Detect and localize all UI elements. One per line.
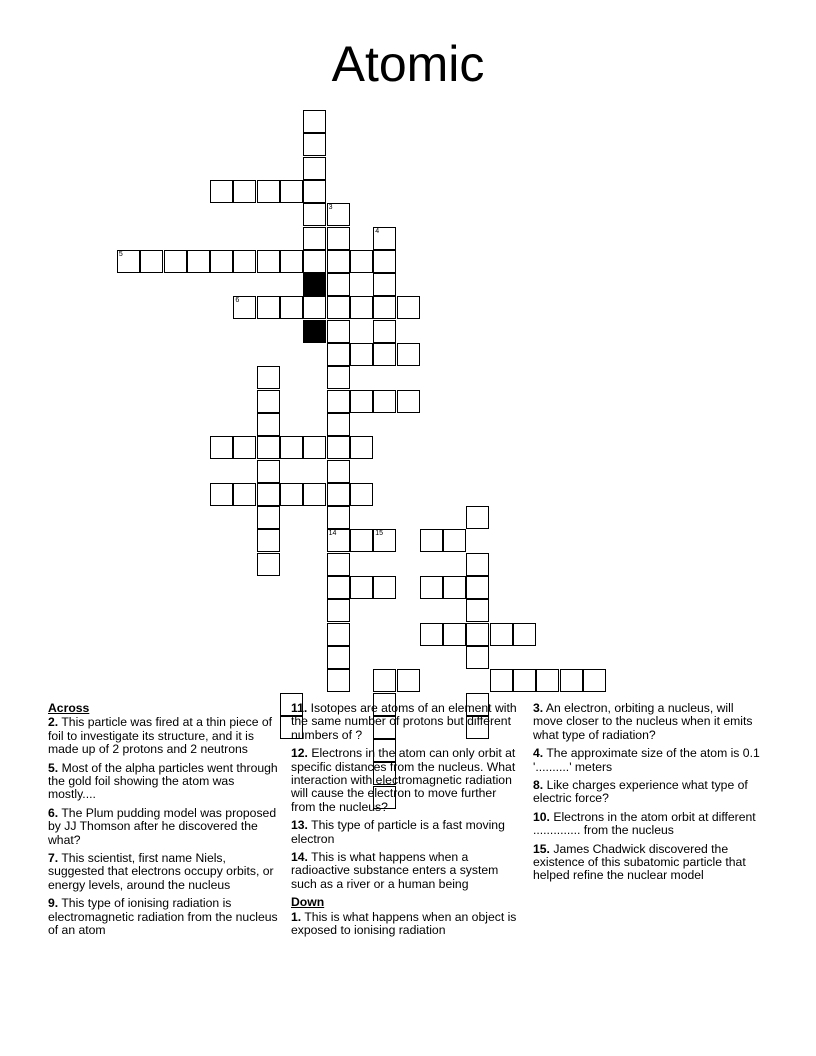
clue-text: The approximate size of the atom is 0.1 '..........' meters — [533, 746, 760, 774]
clue-text: Like charges experience what type of electric force? — [533, 778, 748, 806]
clue-number: 8. — [533, 778, 544, 793]
crossword-cell[interactable] — [466, 599, 489, 622]
crossword-cell[interactable] — [466, 506, 489, 529]
clue-number: 10. — [533, 809, 550, 824]
crossword-cell[interactable] — [327, 227, 350, 250]
crossword-cell[interactable] — [303, 227, 326, 250]
clue-item — [291, 702, 523, 742]
clue-number: 6. — [48, 805, 59, 820]
crossword-cell[interactable] — [257, 180, 280, 203]
puzzle-title: Atomic — [331, 36, 485, 92]
crossword-cell[interactable] — [303, 296, 326, 319]
crossword-cell[interactable] — [350, 483, 373, 506]
crossword-cell[interactable] — [350, 576, 373, 599]
crossword-cell[interactable] — [257, 483, 280, 506]
clue-item — [48, 807, 280, 847]
crossword-cell[interactable] — [373, 529, 396, 552]
crossword-cell[interactable] — [327, 483, 350, 506]
clue-number-label: 3 — [328, 204, 333, 212]
crossword-cell[interactable] — [327, 529, 350, 552]
crossword-cell[interactable] — [257, 506, 280, 529]
clue-number: 4. — [533, 746, 544, 761]
crossword-cell[interactable] — [280, 180, 303, 203]
crossword-cell[interactable] — [140, 250, 163, 273]
crossword-cell[interactable] — [466, 576, 489, 599]
clue-number: 5. — [48, 760, 59, 775]
clues-column-2 — [291, 702, 523, 943]
crossword-cell[interactable] — [257, 553, 280, 576]
crossword-cell[interactable] — [350, 296, 373, 319]
clue-text: This type of ionising radiation is electromagnetic radiation from the nucleus of an atom — [48, 896, 278, 938]
clue-text: This is what happens when an object is exposed to ionising radiation — [291, 909, 517, 938]
crossword-cell[interactable] — [350, 250, 373, 273]
clue-text: This scientist, first name Niels, suggested that electrons occupy orbits, or energy levels, around the nucleus — [48, 851, 274, 892]
crossword-cell[interactable] — [327, 506, 350, 529]
crossword-cell[interactable] — [327, 320, 350, 343]
clue-text: This particle was fired at a thin piece of foil to investigate its structure, and it is made up of 2 protons and 2 neutrons — [48, 715, 273, 757]
clue-number: 9. — [48, 896, 59, 911]
crossword-cell[interactable] — [327, 413, 350, 436]
crossword-cell[interactable] — [327, 599, 350, 622]
clue-number: 7. — [48, 851, 59, 866]
crossword-cell[interactable] — [443, 623, 466, 646]
clue-item — [533, 747, 765, 774]
crossword-black-cell — [303, 320, 326, 343]
clue-text: Most of the alpha particles went through the gold foil showing the atom was mostly.... — [48, 760, 278, 802]
crossword-cell[interactable] — [373, 250, 396, 273]
crossword-cell[interactable] — [373, 669, 396, 692]
crossword-cell[interactable] — [327, 669, 350, 692]
crossword-cell[interactable] — [397, 296, 420, 319]
clue-text: Electrons in the atom can only orbit at specific distances from the nucleus. What interaction with electromagnetic radiation will cause the electron to move further from the nucleus? — [291, 746, 516, 814]
clue-number-label: 5 — [118, 250, 123, 258]
crossword-cell[interactable] — [327, 366, 350, 389]
clue-item — [533, 843, 765, 883]
down-clue-list-continued — [533, 702, 765, 883]
crossword-cell[interactable] — [303, 110, 326, 133]
crossword-cell[interactable] — [210, 483, 233, 506]
crossword-cell[interactable] — [327, 203, 350, 226]
crossword-cell[interactable] — [513, 669, 536, 692]
clue-number: 11. — [291, 701, 308, 715]
crossword-cell[interactable] — [257, 413, 280, 436]
clue-text: This type of particle is a fast moving electron — [291, 818, 505, 846]
crossword-cell[interactable] — [303, 133, 326, 156]
clue-text: This is what happens when a radioactive substance enters a system such as a river or a human being — [291, 850, 499, 891]
crossword-black-cell — [303, 273, 326, 296]
clue-number: 13. — [291, 818, 308, 833]
clue-number: 1. — [291, 909, 302, 924]
clue-number-label: 6 — [235, 297, 240, 305]
clue-number: 15. — [533, 841, 550, 856]
crossword-cell[interactable] — [373, 576, 396, 599]
clue-number-label: 15 — [375, 530, 383, 538]
crossword-cell[interactable] — [373, 273, 396, 296]
crossword-cell[interactable] — [280, 296, 303, 319]
clue-item — [48, 716, 280, 756]
crossword-cell[interactable] — [303, 483, 326, 506]
clue-number-label: 4 — [375, 227, 380, 235]
crossword-cell[interactable] — [327, 460, 350, 483]
crossword-cell[interactable] — [303, 250, 326, 273]
crossword-cell[interactable] — [210, 436, 233, 459]
crossword-cell[interactable] — [513, 623, 536, 646]
clue-number: 12. — [291, 746, 308, 761]
crossword-cell[interactable] — [303, 157, 326, 180]
crossword-cell[interactable] — [443, 529, 466, 552]
crossword-cell[interactable] — [327, 250, 350, 273]
crossword-cell[interactable] — [257, 296, 280, 319]
across-clue-list — [48, 716, 280, 937]
crossword-cell[interactable] — [373, 227, 396, 250]
clue-item — [291, 819, 523, 846]
crossword-cell[interactable] — [466, 553, 489, 576]
crossword-cell[interactable] — [443, 576, 466, 599]
crossword-cell[interactable] — [327, 646, 350, 669]
down-clue-list — [291, 911, 523, 938]
clue-item — [291, 911, 523, 938]
crossword-cell[interactable] — [350, 436, 373, 459]
crossword-cell[interactable] — [420, 529, 443, 552]
clue-number: 14. — [291, 850, 308, 865]
crossword-cell[interactable] — [583, 669, 606, 692]
crossword-cell[interactable] — [327, 390, 350, 413]
crossword-cell[interactable] — [536, 669, 559, 692]
crossword-cell[interactable] — [257, 250, 280, 273]
crossword-cell[interactable] — [233, 250, 256, 273]
crossword-cell[interactable] — [280, 436, 303, 459]
crossword-cell[interactable] — [373, 296, 396, 319]
crossword-cell[interactable] — [303, 436, 326, 459]
clue-number-label: 14 — [328, 530, 337, 538]
crossword-cell[interactable] — [327, 623, 350, 646]
crossword-cell[interactable] — [327, 576, 350, 599]
crossword-cell[interactable] — [397, 343, 420, 366]
clue-text: James Chadwick discovered the existence of this subatomic particle that helped refine the nuclear model — [533, 841, 746, 883]
crossword-cell[interactable] — [233, 180, 256, 203]
clues-column-3 — [533, 702, 765, 888]
crossword-cell[interactable] — [187, 250, 210, 273]
crossword-cell[interactable] — [257, 366, 280, 389]
crossword-cell[interactable] — [233, 436, 256, 459]
crossword-cell[interactable] — [420, 623, 443, 646]
crossword-cell[interactable] — [280, 483, 303, 506]
crossword-cell[interactable] — [257, 436, 280, 459]
clue-number: 2. — [48, 715, 59, 730]
crossword-cell[interactable] — [373, 320, 396, 343]
clue-text: The Plum pudding model was proposed by JJ Thomson after he discovered the what? — [48, 805, 277, 847]
clues-column-1 — [48, 702, 280, 943]
crossword-cell[interactable] — [350, 529, 373, 552]
clue-item — [291, 851, 523, 891]
crossword-cell[interactable] — [397, 669, 420, 692]
clue-item — [533, 702, 765, 742]
crossword-cell[interactable] — [117, 250, 140, 273]
crossword-cell[interactable] — [327, 436, 350, 459]
clue-item — [533, 779, 765, 806]
clue-text: An electron, orbiting a nucleus, will move closer to the nucleus when it emits what type of radiation? — [533, 701, 753, 742]
crossword-cell[interactable] — [257, 460, 280, 483]
crossword-cell[interactable] — [257, 390, 280, 413]
across-clue-list-continued — [291, 702, 523, 891]
crossword-cell[interactable] — [490, 623, 513, 646]
crossword-cell[interactable] — [280, 250, 303, 273]
crossword-cell[interactable] — [233, 483, 256, 506]
clue-text: Electrons in the atom orbit at different .............. from the nucleus — [533, 809, 756, 838]
crossword-cell[interactable] — [327, 553, 350, 576]
clue-item — [291, 747, 523, 814]
crossword-cell[interactable] — [560, 669, 583, 692]
crossword-cell[interactable] — [210, 250, 233, 273]
crossword-cell[interactable] — [373, 390, 396, 413]
clue-item — [48, 762, 280, 802]
crossword-cell[interactable] — [350, 390, 373, 413]
crossword-cell[interactable] — [420, 576, 443, 599]
crossword-cell[interactable] — [490, 669, 513, 692]
clue-number: 3. — [533, 701, 544, 715]
crossword-cell[interactable] — [327, 343, 350, 366]
crossword-cell[interactable] — [466, 646, 489, 669]
crossword-cell[interactable] — [327, 273, 350, 296]
clue-item — [48, 897, 280, 937]
crossword-cell[interactable] — [164, 250, 187, 273]
crossword-cell[interactable] — [303, 180, 326, 203]
down-header: Down — [291, 895, 325, 910]
crossword-cell[interactable] — [303, 203, 326, 226]
crossword-cell[interactable] — [210, 180, 233, 203]
crossword-cell[interactable] — [233, 296, 256, 319]
across-header: Across — [48, 701, 90, 715]
crossword-cell[interactable] — [327, 296, 350, 319]
clue-item — [533, 811, 765, 838]
clue-item — [48, 852, 280, 892]
clue-text: Isotopes are atoms of an element with the same number of protons but different numbers of ? — [291, 701, 517, 742]
crossword-cell[interactable] — [397, 390, 420, 413]
crossword-cell[interactable] — [466, 623, 489, 646]
crossword-cell[interactable] — [257, 529, 280, 552]
crossword-cell[interactable] — [350, 343, 373, 366]
crossword-cell[interactable] — [373, 343, 396, 366]
